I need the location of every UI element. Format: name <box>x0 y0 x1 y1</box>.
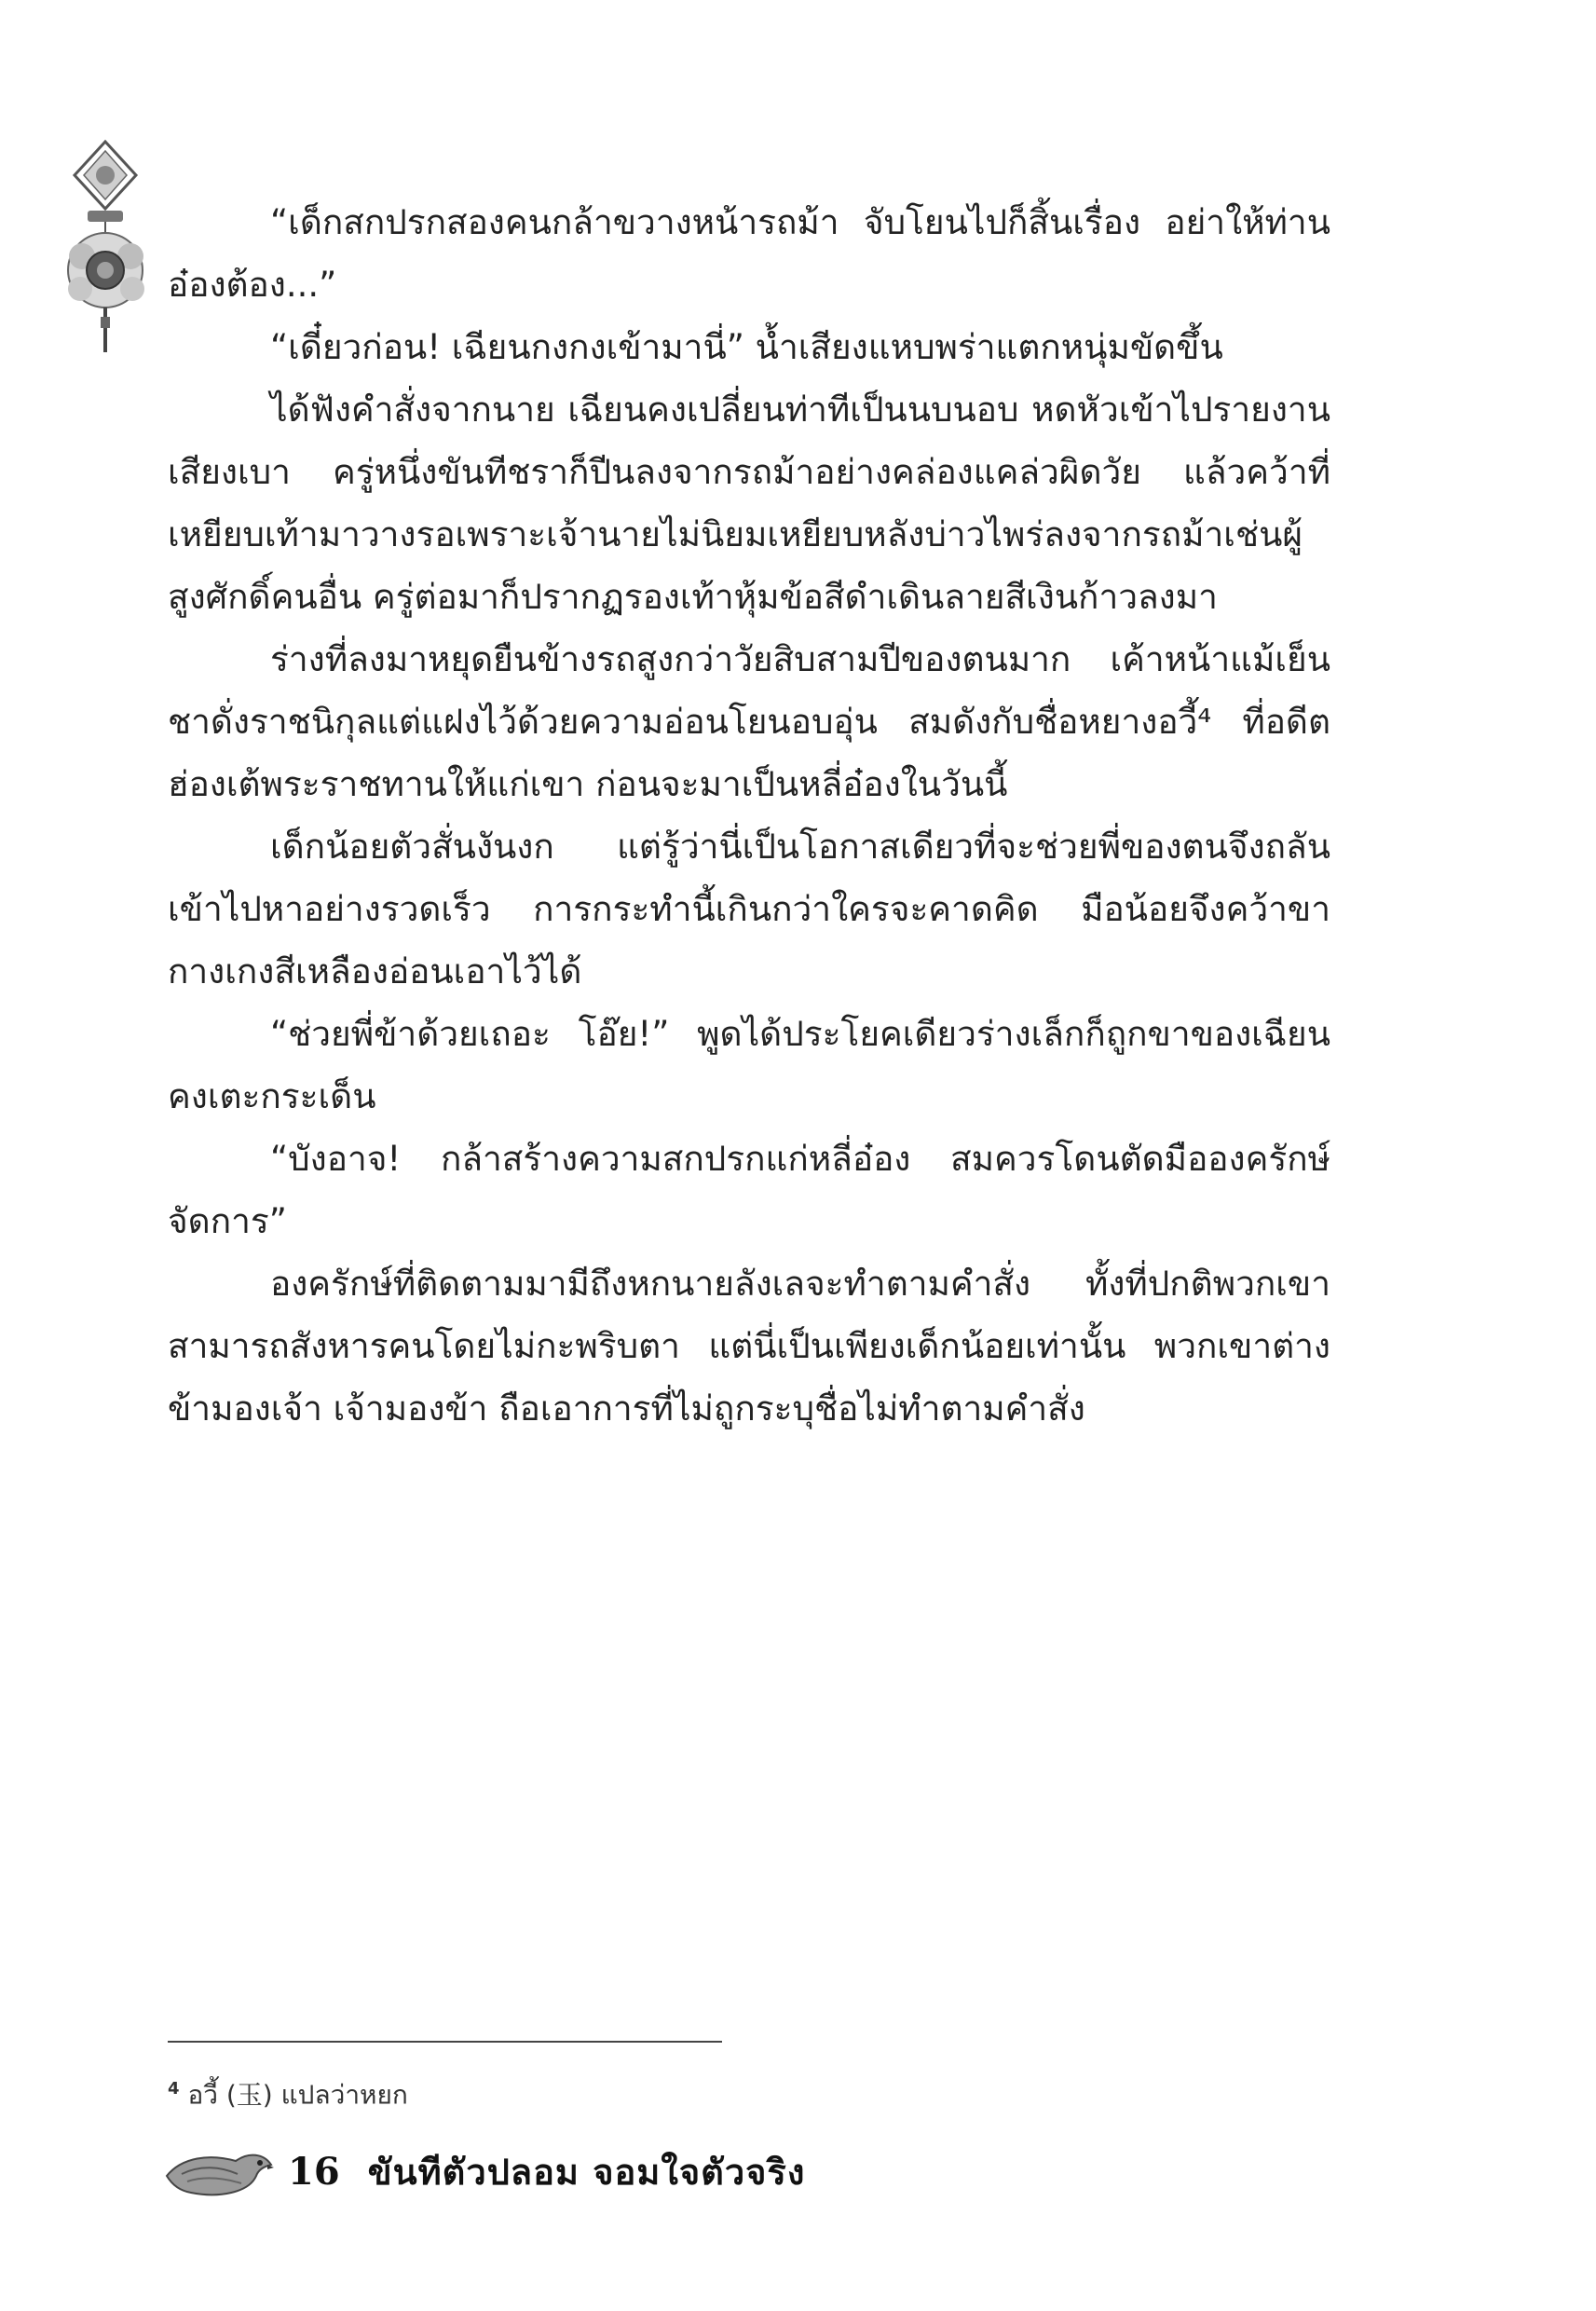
book-title: ขันทีตัวปลอม จอมใจตัวจริง <box>367 2151 806 2193</box>
mandarin-duck-icon <box>163 2139 275 2204</box>
body-text <box>168 191 1330 1440</box>
page-number: 16 <box>288 2149 340 2194</box>
footnote-text: อวี้ (玉) แปลว่าหยก <box>187 2079 408 2111</box>
footnote-divider <box>168 2041 722 2043</box>
page-footer <box>163 2129 805 2213</box>
paragraph: ร่างที่ลงมาหยุดยืนข้างรถสูงกว่าวัยสิบสามปีของตนมาก เค้าหน้าแม้เย็นชาดั่งราชนิกุลแต่แฝงไว้ด้วยความอ่อนโยนอบอุ่น สมดังกับชื่อหยางอวี้⁴ ที่อดีตฮ่องเต้พระราชทานให้แก่เขา ก่อนจะมาเป็นหลี่อ๋องในวันนี้ <box>168 639 1330 804</box>
paragraph: “ช่วยพี่ข้าด้วยเถอะ โอ๊ย!” พูดได้ประโยคเดียวร่างเล็กก็ถูกขาของเฉียนคงเตะกระเด็น <box>168 1014 1330 1116</box>
footnote <box>168 2071 408 2113</box>
paragraph: เด็กน้อยตัวสั่นงันงก แต่รู้ว่านี่เป็นโอกาสเดียวที่จะช่วยพี่ของตนจึงถลันเข้าไปหาอย่างรวดเร็ว การกระทำนี้เกินกว่าใครจะคาดคิด มือน้อยจึงคว้าขากางเกงสีเหลืองอ่อนเอาไว้ได้ <box>168 827 1330 991</box>
paragraph: องครักษ์ที่ติดตามมามีถึงหกนายลังเลจะทำตามคำสั่ง ทั้งที่ปกติพวกเขาสามารถสังหารคนโดยไม่กะพริบตา แต่นี่เป็นเพียงเด็กน้อยเท่านั้น พวกเขาต่างข้ามองเจ้า เจ้ามองข้า ถือเอาการที่ไม่ถูกระบุชื่อไม่ทำตามคำสั่ง <box>168 1264 1330 1429</box>
paragraph: “เดี๋ยวก่อน! เฉียนกงกงเข้ามานี่” น้ำเสียงแหบพร่าแตกหนุ่มขัดขึ้น <box>270 327 1223 367</box>
paragraph: ได้ฟังคำสั่งจากนาย เฉียนคงเปลี่ยนท่าทีเป็นนบนอบ หดหัวเข้าไปรายงานเสียงเบา ครู่หนึ่งขันทีชราก็ปีนลงจากรถม้าอย่างคล่องแคล่วผิดวัย แล้วคว้าที่เหยียบเท้ามาวางรอเพราะเจ้านายไม่นิยมเหยียบหลังบ่าวไพร่ลงจากรถม้าเช่นผู้สูงศักดิ์คนอื่น ครู่ต่อมาก็ปรากฏรองเท้าหุ้มข้อสีดำเดินลายสีเงินก้าวลงมา <box>168 390 1330 617</box>
paragraph: “เด็กสกปรกสองคนกล้าขวางหน้ารถม้า จับโยนไปก็สิ้นเรื่อง อย่าให้ท่านอ๋องต้อง...” <box>168 202 1330 305</box>
paragraph: “บังอาจ! กล้าสร้างความสกปรกแก่หลี่อ๋อง สมควรโดนตัดมือองครักษ์จัดการ” <box>168 1139 1330 1241</box>
footnote-marker: 4 <box>168 2079 180 2099</box>
flower-lantern-ornament-icon <box>54 140 157 354</box>
